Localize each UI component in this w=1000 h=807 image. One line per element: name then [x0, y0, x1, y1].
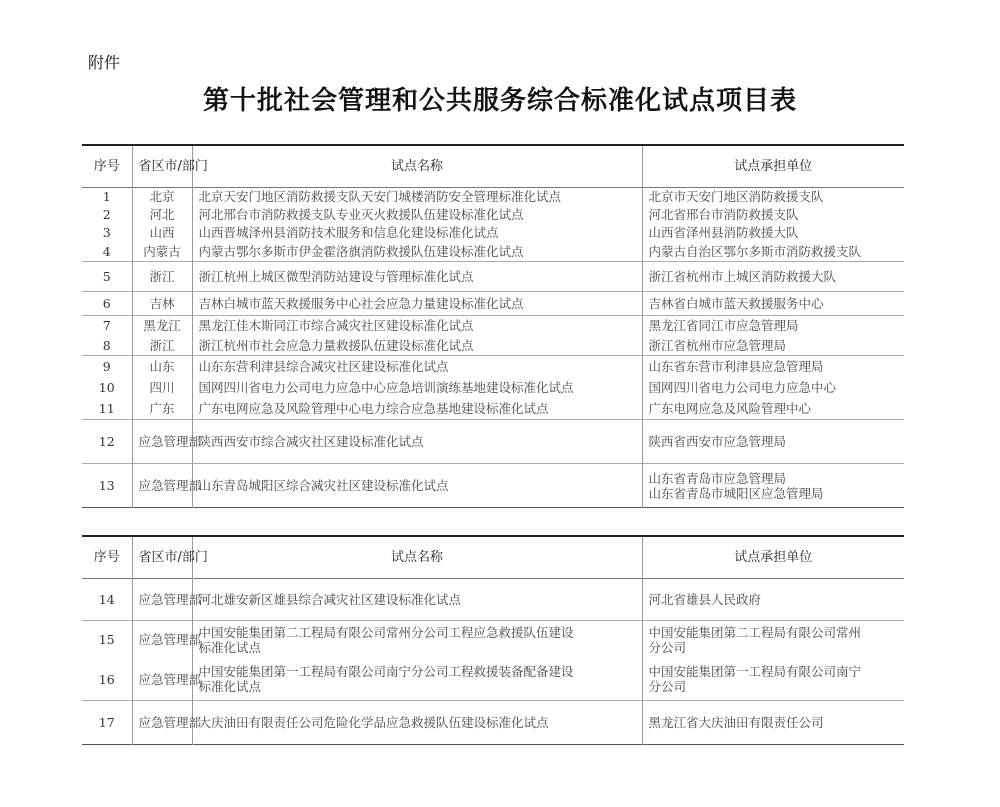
cell-name-line: 河北雄安新区雄县综合减灾社区建设标准化试点	[198, 592, 462, 607]
cell-no: 13	[98, 478, 115, 493]
cell-province: 浙江	[132, 336, 192, 356]
cell-unit: 广东电网应急及风险管理中心	[642, 398, 904, 420]
cell-name-line: 标准化试点	[198, 639, 262, 655]
column-header-unit: 试点承担单位	[642, 145, 904, 188]
cell-unit-line: 山东省青岛市应急管理局	[648, 470, 787, 486]
cell-unit-line: 分公司	[648, 639, 687, 655]
cell-no: 9	[102, 359, 111, 375]
cell-province: 河北	[132, 206, 192, 224]
cell-unit: 山西省泽州县消防救援大队	[642, 224, 904, 242]
cell-name: 浙江杭州市社会应急力量救援队伍建设标准化试点	[192, 336, 642, 356]
cell-unit: 山东省东营市利津县应急管理局	[642, 356, 904, 378]
table-row	[82, 464, 904, 508]
table-row	[82, 378, 904, 398]
cell-unit-line: 山东省青岛市城阳区应急管理局	[648, 485, 824, 501]
cell-no: 16	[98, 671, 115, 687]
table-row	[82, 398, 904, 420]
cell-unit: 河北省邢台市消防救援支队	[642, 206, 904, 224]
cell-province: 应急管理部	[132, 464, 192, 508]
cell-unit: 国网四川省电力公司电力应急中心	[642, 378, 904, 398]
cell-unit-line: 中国安能集团第一工程局有限公司南宁	[648, 664, 862, 680]
cell-unit: 内蒙古自治区鄂尔多斯市消防救援支队	[642, 242, 904, 262]
cell-province: 应急管理部	[132, 701, 192, 745]
cell-no: 2	[102, 207, 111, 222]
cell-name: 山东青岛城阳区综合减灾社区建设标准化试点	[192, 464, 642, 508]
cell-name-line: 中国安能集团第二工程局有限公司常州分公司工程应急救援队伍建设	[198, 624, 574, 640]
cell-unit	[642, 621, 904, 659]
table-header-row	[82, 536, 904, 579]
cell-unit	[642, 579, 904, 621]
cell-name: 内蒙古鄂尔多斯市伊金霍洛旗消防救援队伍建设标准化试点	[192, 242, 642, 262]
cell-name: 广东电网应急及风险管理中心电力综合应急基地建设标准化试点	[192, 398, 642, 420]
table-row	[82, 336, 904, 356]
cell-province: 广东	[132, 398, 192, 420]
table-row	[82, 701, 904, 745]
project-table	[82, 144, 904, 508]
cell-name: 浙江杭州上城区微型消防站建设与管理标准化试点	[192, 262, 642, 292]
table-row	[82, 316, 904, 336]
cell-province: 应急管理部	[132, 659, 192, 701]
cell-unit	[642, 420, 904, 464]
cell-name	[192, 621, 642, 659]
cell-unit: 北京市天安门地区消防救援支队	[642, 188, 904, 206]
cell-name: 黑龙江佳木斯同江市综合减灾社区建设标准化试点	[192, 316, 642, 336]
cell-province: 四川	[132, 378, 192, 398]
column-header-province: 省区市/部门	[132, 536, 192, 579]
cell-province: 应急管理部	[132, 579, 192, 621]
page-title: 第十批社会管理和公共服务综合标准化试点项目表	[202, 86, 797, 116]
attachment-label: 附件	[88, 53, 121, 72]
cell-name-line: 中国安能集团第一工程局有限公司南宁分公司工程救援装备配备建设	[198, 664, 574, 680]
cell-province: 黑龙江	[132, 316, 192, 336]
cell-name	[192, 701, 642, 745]
cell-no: 10	[98, 380, 115, 395]
cell-unit: 吉林省白城市蓝天救援服务中心	[642, 292, 904, 316]
cell-no: 1	[102, 189, 111, 205]
cell-unit-line: 黑龙江省大庆油田有限责任公司	[648, 715, 824, 730]
cell-no: 6	[102, 296, 111, 311]
cell-unit: 黑龙江省同江市应急管理局	[642, 316, 904, 336]
table-header-row	[82, 145, 904, 188]
table-row	[82, 356, 904, 378]
cell-name-line: 大庆油田有限责任公司危险化学品应急救援队伍建设标准化试点	[198, 715, 549, 730]
cell-no: 14	[98, 592, 115, 607]
cell-no: 3	[102, 225, 111, 240]
cell-province: 山东	[132, 356, 192, 378]
cell-no: 4	[102, 243, 111, 259]
column-header-name: 试点名称	[192, 536, 642, 579]
cell-name: 吉林白城市蓝天救援服务中心社会应急力量建设标准化试点	[192, 292, 642, 316]
table-row	[82, 188, 904, 206]
column-header-no: 序号	[93, 550, 120, 565]
project-table-continued	[82, 535, 904, 745]
table-row	[82, 579, 904, 621]
table-row	[82, 224, 904, 242]
column-header-province: 省区市/部门	[132, 145, 192, 188]
cell-name: 山西晋城泽州县消防技术服务和信息化建设标准化试点	[192, 224, 642, 242]
cell-unit-line: 陕西省西安市应急管理局	[648, 434, 787, 449]
column-header-name: 试点名称	[192, 145, 642, 188]
cell-province: 吉林	[132, 292, 192, 316]
cell-province: 应急管理部	[132, 420, 192, 464]
cell-unit	[642, 659, 904, 701]
table-row	[82, 420, 904, 464]
cell-no: 5	[102, 269, 111, 284]
cell-name: 陕西西安市综合减灾社区建设标准化试点	[192, 420, 642, 464]
cell-province: 山西	[132, 224, 192, 242]
column-header-no: 序号	[93, 159, 120, 174]
cell-name: 山东东营利津县综合减灾社区建设标准化试点	[192, 356, 642, 378]
cell-name-line: 标准化试点	[198, 679, 262, 695]
cell-province: 应急管理部	[132, 621, 192, 659]
cell-unit: 浙江省杭州市上城区消防救援大队	[642, 262, 904, 292]
cell-name: 国网四川省电力公司电力应急中心应急培训演练基地建设标准化试点	[192, 378, 642, 398]
cell-province: 内蒙古	[132, 242, 192, 262]
column-header-unit: 试点承担单位	[642, 536, 904, 579]
table-row	[82, 242, 904, 262]
table-row	[82, 292, 904, 316]
cell-no: 17	[98, 715, 115, 730]
cell-unit	[642, 464, 904, 508]
cell-unit-line: 分公司	[648, 679, 687, 695]
cell-name	[192, 579, 642, 621]
cell-name: 北京天安门地区消防救援支队天安门城楼消防安全管理标准化试点	[192, 188, 642, 206]
cell-no: 7	[102, 318, 111, 334]
cell-name	[192, 659, 642, 701]
cell-no: 8	[102, 337, 111, 353]
table-row	[82, 659, 904, 701]
cell-unit-line: 河北省雄县人民政府	[648, 592, 762, 607]
cell-province: 浙江	[132, 262, 192, 292]
cell-unit	[642, 701, 904, 745]
cell-name: 河北邢台市消防救援支队专业灭火救援队伍建设标准化试点	[192, 206, 642, 224]
cell-unit-line: 中国安能集团第二工程局有限公司常州	[648, 624, 862, 640]
table-row	[82, 206, 904, 224]
cell-no: 12	[98, 434, 115, 449]
table-row	[82, 262, 904, 292]
table-row	[82, 621, 904, 659]
cell-province: 北京	[132, 188, 192, 206]
cell-unit: 浙江省杭州市应急管理局	[642, 336, 904, 356]
cell-no: 15	[98, 632, 115, 648]
cell-no: 11	[98, 400, 115, 416]
